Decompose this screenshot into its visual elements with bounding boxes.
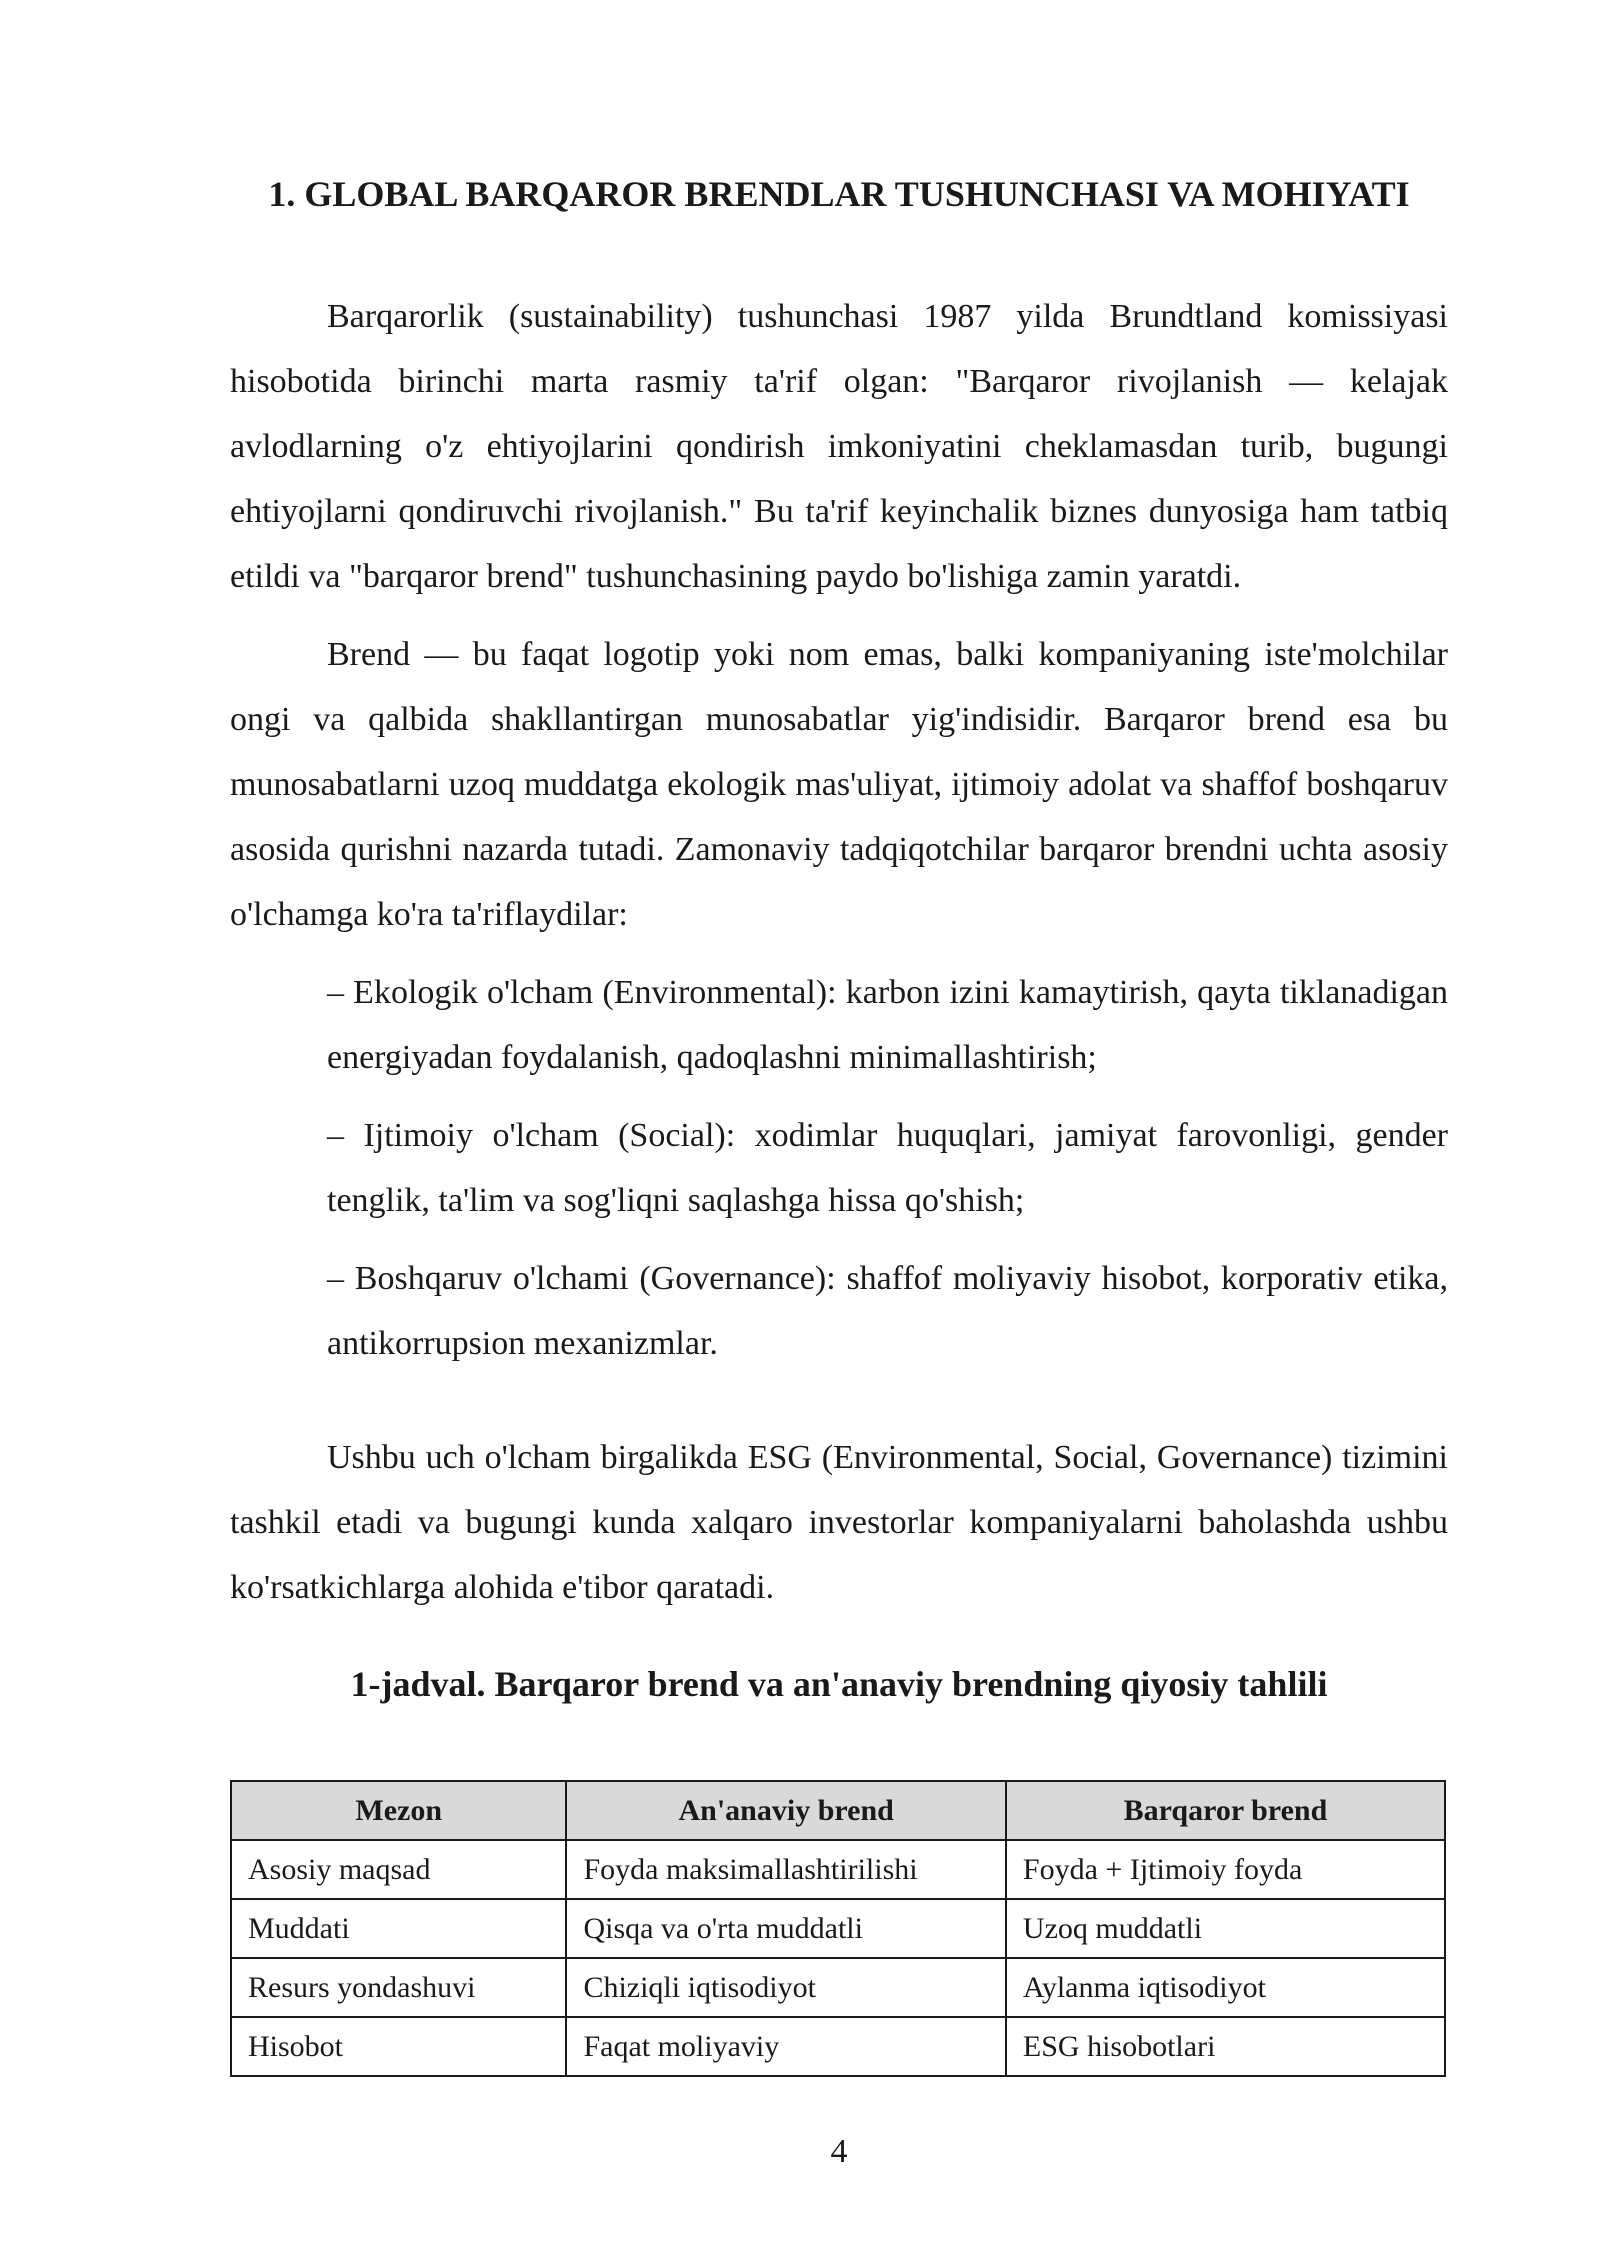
header-sustainable-brand: Barqaror brend (1006, 1781, 1445, 1840)
paragraph-brand-definition: Brend — bu faqat logotip yoki nom emas, balki kompaniyaning iste'molchilar ongi va qalbida shakllantirgan munosabatlar yig'indisidir. Barqaror brend esa bu munosabatlarni uzoq muddatga ekologik mas'uliyat, ijtimoiy adolat va shaffof boshqaruv asosida qurishni nazarda tutadi. Zamonaviy tadqiqotchilar barqaror brendni uchta asosiy o'lchamga ko'ra ta'riflaydilar: (230, 636, 1448, 933)
table-cell: Chiziqli iqtisodiyot (566, 1958, 1005, 2017)
table-header-row (231, 1781, 1445, 1840)
table-cell: Foyda + Ijtimoiy foyda (1006, 1840, 1445, 1899)
table-cell: Foyda maksimallashtirilishi (566, 1840, 1005, 1899)
table-cell: Uzoq muddatli (1006, 1899, 1445, 1958)
table-cell: Asosiy maqsad (231, 1840, 566, 1899)
table-cell: Qisqa va o'rta muddatli (566, 1899, 1005, 1958)
list-item-governance: – Boshqaruv o'lchami (Governance): shaffof moliyaviy hisobot, korporativ etika, antikorrupsion mexanizmlar. (327, 1260, 1448, 1362)
table-row (231, 2017, 1445, 2076)
table-cell: Resurs yondashuvi (231, 1958, 566, 2017)
table-row (231, 1899, 1445, 1958)
table-cell: Hisobot (231, 2017, 566, 2076)
comparison-table (230, 1780, 1446, 2077)
table-cell: Aylanma iqtisodiyot (1006, 1958, 1445, 2017)
table-cell: Faqat moliyaviy (566, 2017, 1005, 2076)
list-item-social: – Ijtimoiy o'lcham (Social): xodimlar huquqlari, jamiyat farovonligi, gender tenglik, ta'lim va sog'liqni saqlashga hissa qo'shish; (327, 1117, 1448, 1219)
list-item-environmental: – Ekologik o'lcham (Environmental): karbon izini kamaytirish, qayta tiklanadigan energiyadan foydalanish, qadoqlashni minimallashtirish; (327, 974, 1448, 1076)
table-row (231, 1840, 1445, 1899)
paragraph-brundtland: Barqarorlik (sustainability) tushunchasi 1987 yilda Brundtland komissiyasi hisobotida birinchi marta rasmiy ta'rif olgan: "Barqaror rivojlanish — kelajak avlodlarning o'z ehtiyojlarini qondirish imkoniyatini cheklamasdan turib, bugungi ehtiyojlarni qondiruvchi rivojlanish." Bu ta'rif keyinchalik biznes dunyosiga ham tatbiq etildi va "barqaror brend" tushunchasining paydo bo'lishiga zamin yaratdi. (230, 298, 1448, 595)
header-traditional-brand: An'anaviy brend (566, 1781, 1005, 1840)
paragraph-esg: Ushbu uch o'lcham birgalikda ESG (Environmental, Social, Governance) tizimini tashkil etadi va bugungi kunda xalqaro investorlar kompaniyalarni baholashda ushbu ko'rsatkichlarga alohida e'tibor qaratadi. (230, 1439, 1448, 1606)
table-cell: Muddati (231, 1899, 566, 1958)
table-cell: ESG hisobotlari (1006, 2017, 1445, 2076)
section-heading: 1. GLOBAL BARQAROR BRENDLAR TUSHUNCHASI VA MOHIYATI (268, 174, 1410, 214)
header-criterion: Mezon (231, 1781, 566, 1840)
document-page (230, 0, 1448, 2262)
page-number: 4 (830, 2133, 848, 2170)
table-row (231, 1958, 1445, 2017)
table-caption: 1-jadval. Barqaror brend va an'anaviy brendning qiyosiy tahlili (350, 1664, 1328, 1704)
